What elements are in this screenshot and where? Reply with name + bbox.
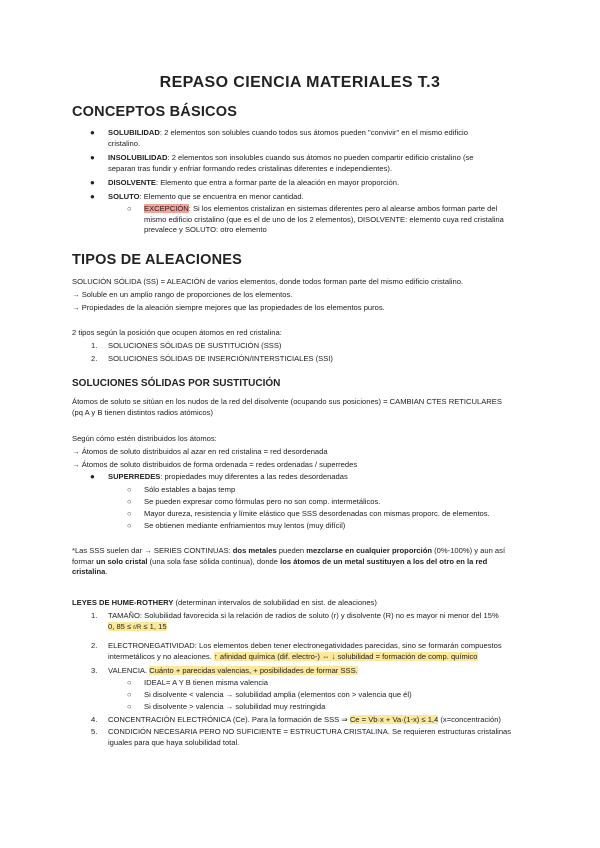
numbered-item-tamano xyxy=(91,611,532,633)
paragraph-text: (pq A y B tienen distintos radios atómicos) xyxy=(72,407,213,417)
definition-text: : Elemento que se encuentra en menor cantidad. xyxy=(139,192,304,201)
item-text: TAMAÑO: Solubilidad favorecida si la relación de radios de soluto (r) y disolvente (R) no es mayor ni menor del 15% xyxy=(108,611,499,620)
circle-bullet-icon: ○ xyxy=(127,204,132,213)
definition-text: : Si los elementos cristalizan en sistemas diferentes pero al alearse ambos forman parte del xyxy=(188,204,498,213)
numbered-item-valencia xyxy=(91,666,532,677)
item-text: SOLUCIONES SÓLIDAS DE INSERCIÓN/INTERSTICIALES (SSI) xyxy=(108,354,333,363)
formula-tamano xyxy=(108,622,167,631)
heading-hume-rothery xyxy=(72,598,532,609)
heading-conceptos-basicos: CONCEPTOS BÁSICOS xyxy=(72,104,238,120)
definition-text: separan tras fundir y enfriar formando redes cristalinas diferentes e independientes). xyxy=(108,163,393,173)
item-text: VALENCIA. xyxy=(108,666,150,675)
note-bold: mezclarse en cualquier proporción xyxy=(306,546,433,555)
definition-text: : 2 elementos son solubles cuando todos sus átomos pueden "convivir" en el mismo edificio xyxy=(159,128,468,137)
term-superredes: SUPERREDES xyxy=(108,472,161,481)
paragraph-segun: Según cómo estén distribuidos los átomos: xyxy=(72,434,217,443)
item-text: Si disolvente > valencia → solubilidad muy restringida xyxy=(144,702,326,711)
term-disolvente: DISOLVENTE xyxy=(108,178,156,187)
highlight-valencia: Cuánto + parecidas valencias, + posibilidades de formar SSS. xyxy=(149,666,358,675)
highlight-ce-formula: Ce = Vb·x + Va·(1-x) ≤ 1,4 xyxy=(349,715,439,724)
note-text: (una sola fase sólida continua), donde xyxy=(147,556,281,566)
item-text: ELECTRONEGATIVIDAD: Los elementos deben tener electronegatividades parecidas, sino se formarán compuestos xyxy=(108,641,502,650)
note-bold: dos metales xyxy=(232,546,277,555)
paragraph-solucion-solida: SOLUCIÓN SÓLIDA (SS) = ALEACIÓN de varios elementos, donde todos forman parte del mismo edificio cristalino. xyxy=(72,277,464,286)
numbered-item-estructura xyxy=(91,727,532,748)
heading-bold: LEYES DE HUME-ROTHERY xyxy=(72,598,174,607)
numbered-item-concentracion xyxy=(91,715,532,726)
sub-item-formulas xyxy=(127,497,532,508)
item-text: Si disolvente < valencia → solubilidad amplia (elementos con > valencia que él) xyxy=(144,690,412,699)
note-bold: los átomos de un metal sustituyen a los del otro en la red xyxy=(280,556,488,566)
item-text: SOLUCIONES SÓLIDAS DE SUSTITUCIÓN (SSS) xyxy=(108,341,282,350)
highlight-afinidad: ↑ afinidad química (dif. electro-) ⇔ ↓ solubilidad = formación de comp. químico xyxy=(213,651,478,661)
note-text: (0%-100%) y aun así xyxy=(432,546,506,555)
list-number: 4. xyxy=(91,715,98,724)
list-number: 5. xyxy=(91,727,98,736)
bullet-icon: ● xyxy=(90,128,95,137)
item-text: intermetálicos y no aleaciones. xyxy=(108,651,214,661)
sub-item-enfriamientos xyxy=(127,521,532,532)
note-text: formar xyxy=(72,556,97,566)
note-text: *Las SSS suelen dar → SERIES CONTINUAS: xyxy=(72,546,233,555)
circle-bullet-icon: ○ xyxy=(127,485,132,494)
circle-bullet-icon: ○ xyxy=(127,678,132,687)
definition-text: : 2 elementos son insolubles cuando sus átomos no pueden compartir edificio cristalino (se xyxy=(167,153,474,162)
sub-item-dureza xyxy=(127,509,532,520)
item-text: (x=concentración) xyxy=(438,715,501,724)
note-bold: un solo cristal xyxy=(96,556,148,566)
numbered-item-electronegatividad xyxy=(91,641,532,662)
sub-item-estables xyxy=(127,485,532,496)
list-item-superredes xyxy=(90,472,532,483)
bullet-icon: ● xyxy=(90,472,95,481)
bullet-icon: ● xyxy=(90,192,95,201)
item-text: IDEAL= A Y B tienen misma valencia xyxy=(144,678,269,687)
paragraph-propiedades: → Propiedades de la aleación siempre mejores que las propiedades de los elementos puros. xyxy=(72,303,385,312)
item-text: Mayor dureza, resistencia y límite elástico que SSS desordenadas con mismas proporc. de elementos. xyxy=(144,509,490,518)
bullet-icon: ● xyxy=(90,178,95,187)
item-text: CONDICIÓN NECESARIA PERO NO SUFICIENTE = ESTRUCTURA CRISTALINA. Se requieren estructuras cristalinas xyxy=(108,727,512,736)
numbered-item-ssi xyxy=(91,354,532,365)
paragraph-ordenada: → Átomos de soluto distribuidos de forma ordenada = redes ordenadas / superredes xyxy=(72,460,358,469)
definition-text: prevalece y SOLUTO: otro elemento xyxy=(144,225,267,235)
formula-part: ≤ 1, 15 xyxy=(141,621,167,631)
heading-sss: SOLUCIONES SÓLIDAS POR SUSTITUCIÓN xyxy=(72,378,281,389)
circle-bullet-icon: ○ xyxy=(127,690,132,699)
definition-text: cristalino. xyxy=(108,138,141,148)
list-item-disolvente xyxy=(90,178,532,189)
list-item-soluto xyxy=(90,192,532,203)
sub-item-mayor-valencia xyxy=(127,702,532,713)
formula-part: 0, 85 ≤ xyxy=(108,621,134,631)
numbered-item-sss xyxy=(91,341,532,352)
item-text: Se pueden expresar como fórmulas pero no son comp. intermetálicos. xyxy=(144,497,381,506)
list-number: 2. xyxy=(91,641,98,650)
definition-text: : propiedades muy diferentes a las redes desordenadas xyxy=(160,472,348,481)
paragraph-series-continuas xyxy=(72,546,538,578)
sub-item-menor-valencia xyxy=(127,690,532,701)
item-text: Sólo estables a bajas temp xyxy=(144,485,236,494)
paragraph-atomos-soluto xyxy=(72,397,532,418)
definition-text: mismo edificio cristalino (que es el de uno de los 2 elementos), DISOLVENTE: elemento cuya red cristalina xyxy=(144,214,504,224)
bullet-icon: ● xyxy=(90,153,95,162)
list-number: 3. xyxy=(91,666,98,675)
paragraph-azar: → Átomos de soluto distribuidos al azar en red cristalina = red desordenada xyxy=(72,447,328,456)
list-item-insolubilidad xyxy=(90,153,532,174)
note-text: . xyxy=(105,567,108,577)
item-text: Se obtienen mediante enfriamientos muy lentos (muy difícil) xyxy=(144,521,346,530)
paragraph-soluble: → Soluble en un amplio rango de proporciones de los elementos. xyxy=(72,290,293,299)
list-item-solubilidad xyxy=(90,128,532,149)
circle-bullet-icon: ○ xyxy=(127,702,132,711)
page-title: REPASO CIENCIA MATERIALES T.3 xyxy=(159,74,441,91)
list-item-excepcion xyxy=(127,204,532,236)
item-text: iguales para que haya solubilidad total. xyxy=(108,737,240,747)
paragraph-dos-tipos: 2 tipos según la posición que ocupen átomos en red cristalina: xyxy=(72,328,282,337)
heading-rest: (determinan intervalos de solubilidad en sist. de aleaciones) xyxy=(173,598,377,607)
note-text: pueden xyxy=(276,546,307,555)
heading-tipos-aleaciones: TIPOS DE ALEACIONES xyxy=(72,252,243,268)
definition-text: : Elemento que entra a formar parte de la aleación en mayor proporción. xyxy=(155,178,400,187)
note-bold: cristalina xyxy=(72,567,106,577)
list-number: 2. xyxy=(91,354,98,363)
circle-bullet-icon: ○ xyxy=(127,521,132,530)
item-text: CONCENTRACIÓN ELECTRÓNICA (Ce). Para la formación de SSS ⇒ xyxy=(108,715,350,724)
term-insolubilidad: INSOLUBILIDAD xyxy=(108,153,168,162)
circle-bullet-icon: ○ xyxy=(127,509,132,518)
term-soluto: SOLUTO xyxy=(108,192,140,201)
list-number: 1. xyxy=(91,611,98,620)
circle-bullet-icon: ○ xyxy=(127,497,132,506)
list-number: 1. xyxy=(91,341,98,350)
excepcion-label: EXCEPCIÓN xyxy=(144,204,189,213)
term-solubilidad: SOLUBILIDAD xyxy=(108,128,160,137)
formula-fraction: r/R xyxy=(133,624,142,631)
paragraph-text: Átomos de soluto se sitúan en los nudos de la red del disolvente (ocupando sus posiciones) = CAMBIAN CTES RETICULARES xyxy=(72,397,502,406)
sub-item-ideal xyxy=(127,678,532,689)
